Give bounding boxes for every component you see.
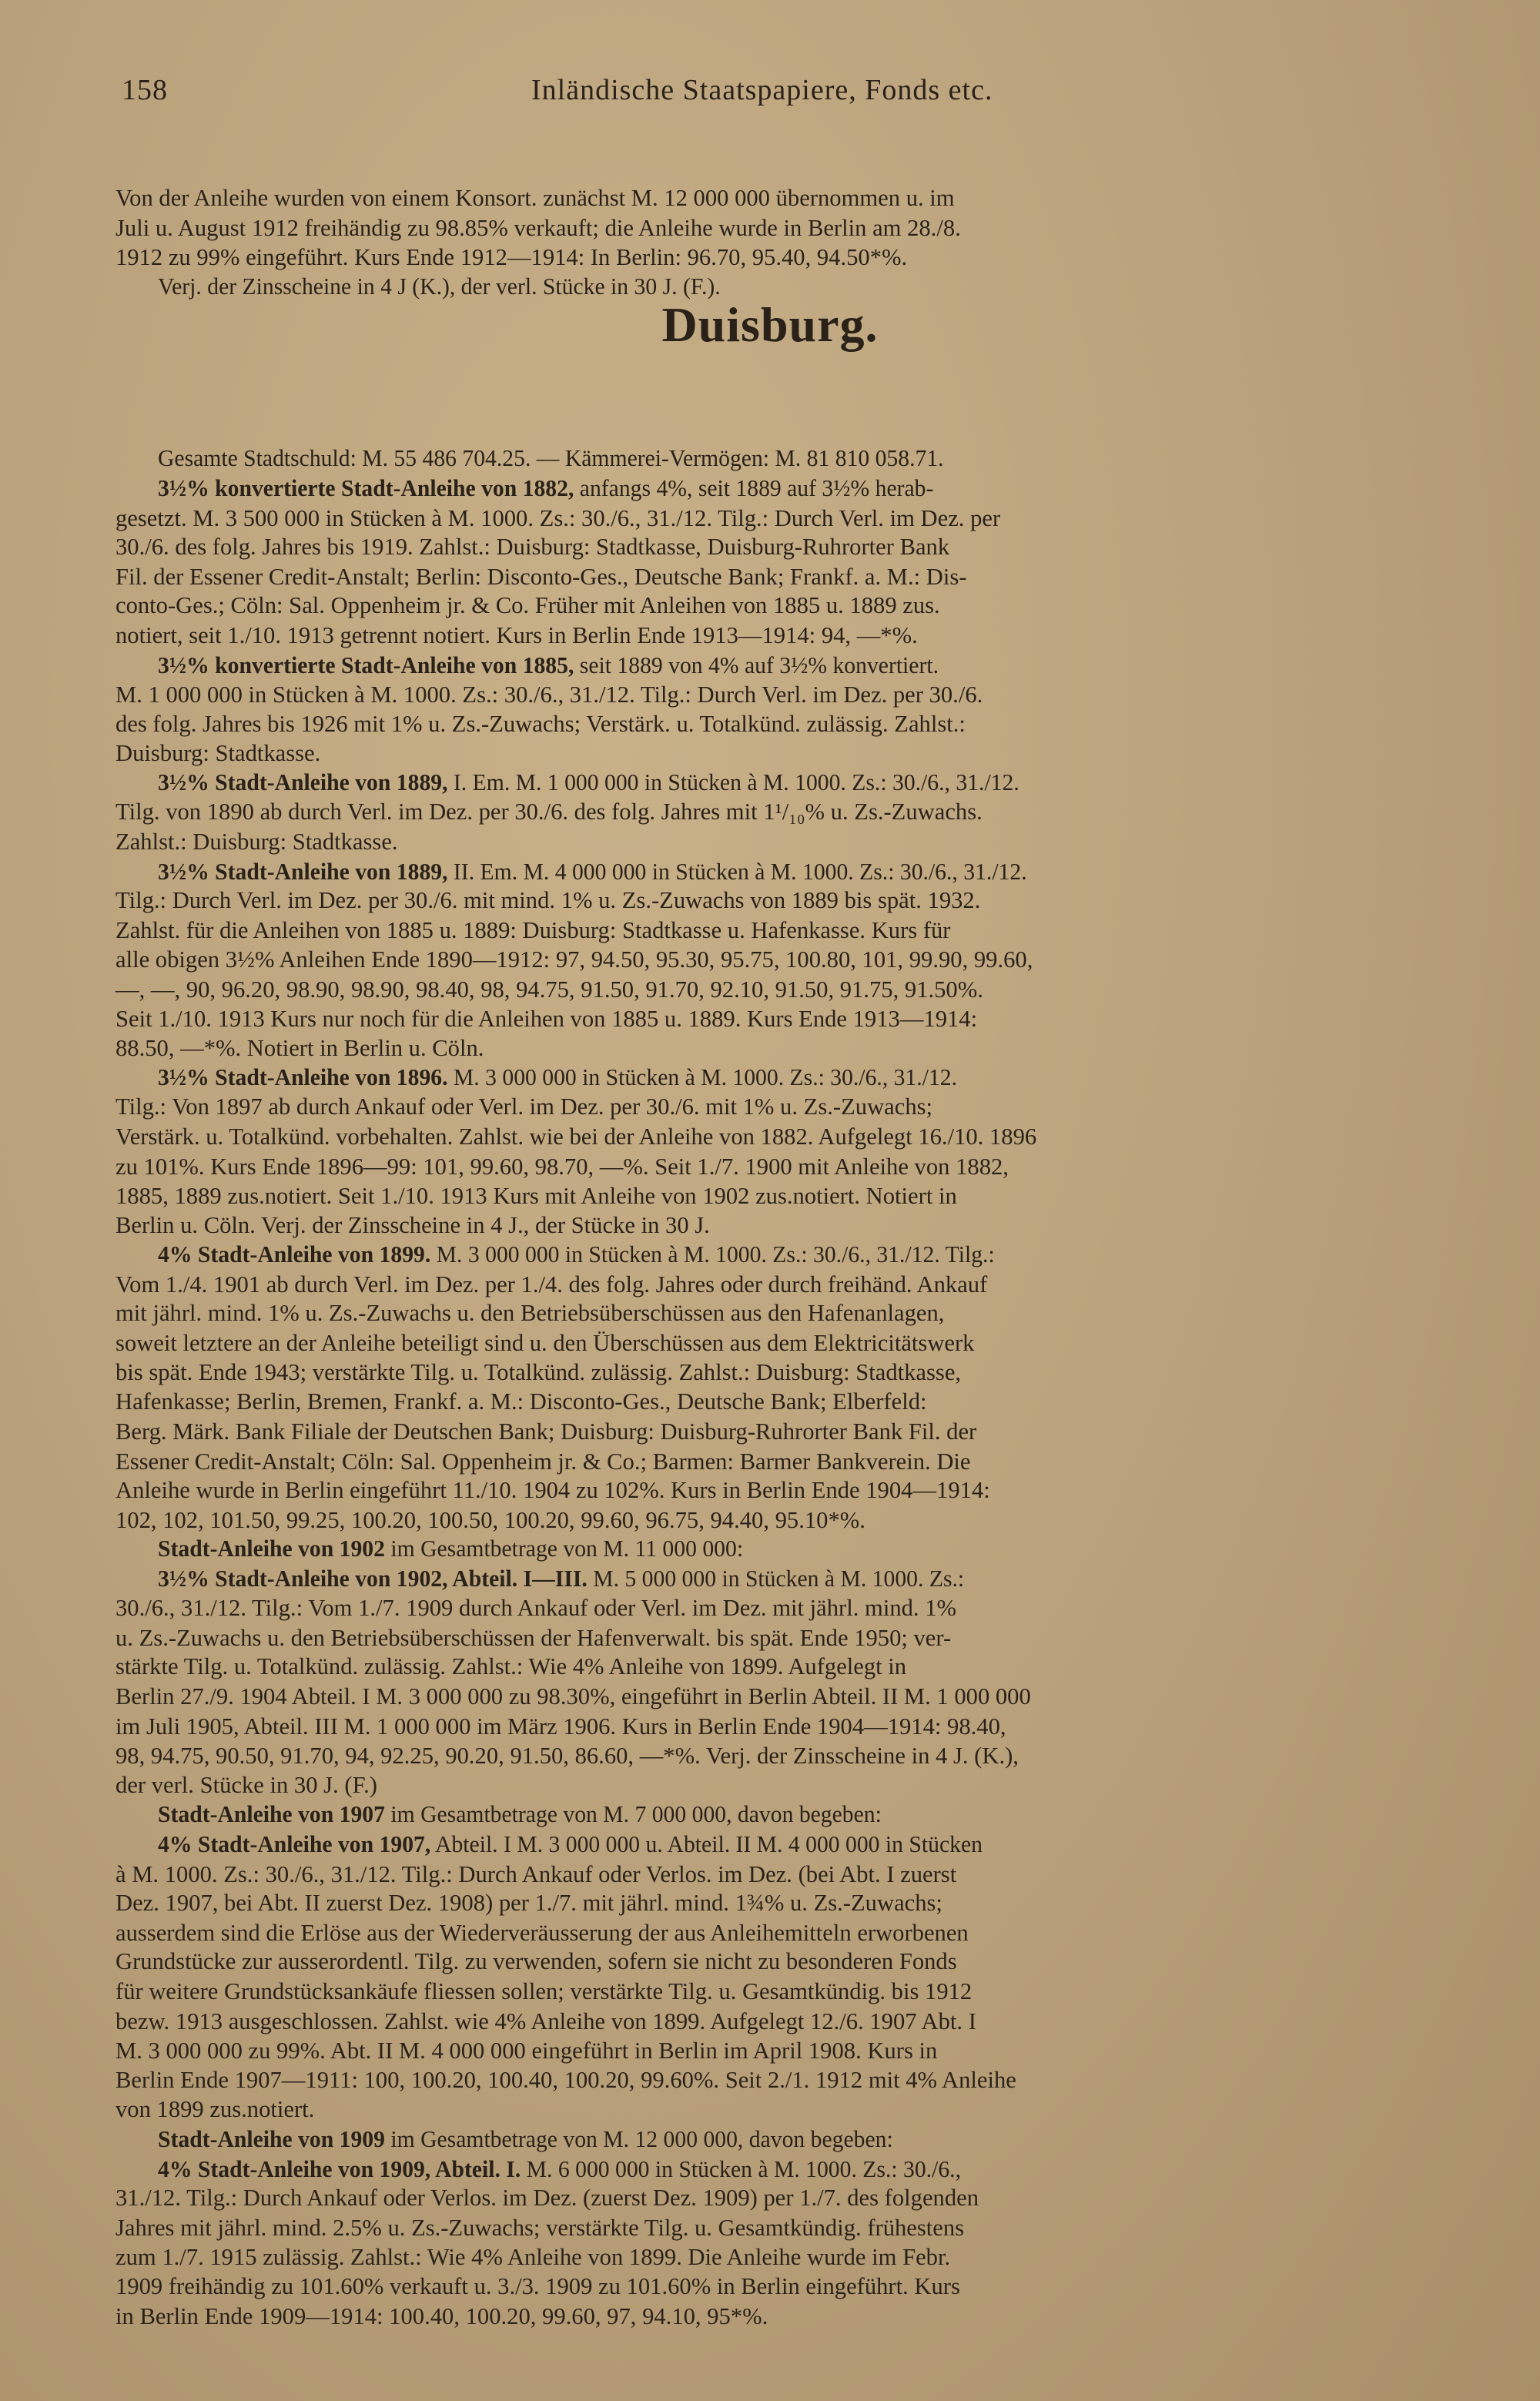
- text-line: [116, 1152, 1502, 1181]
- text-line: [116, 1298, 1502, 1328]
- bold-run: 3½% Stadt-Anleihe von 1902, Abteil. I—III.: [158, 1566, 588, 1592]
- text-run: 30./6. des folg. Jahres bis 1919. Zahlst.: Duisburg: Stadtkasse, Duisburg-Ruhrorter Bank: [116, 534, 950, 560]
- text-line: [116, 504, 1502, 533]
- text-line: [116, 916, 1502, 945]
- text-run: à M. 1000. Zs.: 30./6., 31./12. Tilg.: Durch Ankauf oder Verlos. im Dez. (bei Abt. I zuerst: [116, 1861, 957, 1887]
- text-line: [116, 243, 1502, 272]
- text-run: des folg. Jahres bis 1926 mit 1% u. Zs.-Zuwachs; Verstärk. u. Totalkünd. zulässig. Zahlst.:: [116, 711, 966, 737]
- text-line: [116, 2242, 1502, 2272]
- text-line: [116, 886, 1502, 915]
- text-run: seit 1889 von 4% auf 3½% konvertiert.: [574, 652, 939, 678]
- text-run: bis spät. Ende 1943; verstärkte Tilg. u. Totalkünd. zulässig. Zahlst.: Duisburg: Stadtkasse,: [116, 1359, 962, 1385]
- text-run: M. 5 000 000 in Stücken à M. 1000. Zs.:: [587, 1566, 965, 1592]
- text-line: [116, 827, 1502, 856]
- text-line: [116, 1977, 1502, 2006]
- text-run: Essener Credit-Anstalt; Cöln: Sal. Oppenheim jr. & Co.; Barmen: Barmer Bankverein. Die: [116, 1448, 971, 1475]
- text-run: Gesamte Stadtschuld: M. 55 486 704.25. — Kämmerei-Vermögen: M. 81 810 058.71.: [158, 445, 944, 471]
- text-run: 1885, 1889 zus.notiert. Seit 1./10. 1913 Kurs mit Anleihe von 1902 zus.notiert. Notiert in: [116, 1183, 957, 1209]
- text-run: Von der Anleihe wurden von einem Konsort. zunächst M. 12 000 000 übernommen u. im: [116, 185, 955, 211]
- text-line: [116, 2183, 1502, 2212]
- text-run: u. Zs.-Zuwachs u. den Betriebsüberschüssen der Hafenverwalt. bis spät. Ende 1950; ver-: [116, 1625, 952, 1651]
- text-line: [116, 1004, 1502, 1033]
- running-head: [116, 71, 1502, 109]
- text-run: M. 3 000 000 zu 99%. Abt. II M. 4 000 000 eingeführt in Berlin im April 1908. Kurs in: [116, 2038, 938, 2064]
- bold-run: 4% Stadt-Anleihe von 1909, Abteil. I.: [158, 2156, 521, 2182]
- text-line: [116, 1593, 1502, 1622]
- text-line: [116, 1770, 1502, 1800]
- text-line: [158, 1534, 1502, 1563]
- bold-run: 3½% konvertierte Stadt-Anleihe von 1882,: [158, 475, 574, 501]
- bold-run: Stadt-Anleihe von 1907: [158, 1801, 385, 1827]
- city-heading: Duisburg.: [661, 297, 879, 352]
- text-line: [116, 1505, 1502, 1535]
- text-line: [116, 1358, 1502, 1387]
- text-run: Dez. 1907, bei Abt. II zuerst Dez. 1908) per 1./7. mit jährl. mind. 1¾% u. Zs.-Zuwachs;: [116, 1890, 942, 1916]
- text-line: [116, 2272, 1502, 2301]
- text-line: [116, 1652, 1502, 1681]
- text-run: von 1899 zus.notiert.: [116, 2096, 315, 2122]
- bold-run: 3½% Stadt-Anleihe von 1889,: [158, 859, 448, 885]
- text-run: in Berlin Ende 1909—1914: 100.40, 100.20, 99.60, 97, 94.10, 95*%.: [116, 2303, 768, 2329]
- text-run: Tilg.: Von 1897 ab durch Ankauf oder Verl. im Dez. per 30./6. mit 1% u. Zs.-Zuwachs;: [116, 1093, 933, 1120]
- text-run: Duisburg: Stadtkasse.: [116, 740, 321, 766]
- text-line: [116, 738, 1502, 768]
- text-line: [158, 651, 1502, 680]
- running-title: Inländische Staatspapiere, Fonds etc.: [531, 74, 993, 106]
- text-line: [116, 2065, 1502, 2095]
- bold-run: 3½% Stadt-Anleihe von 1889,: [158, 769, 448, 795]
- text-run: im Gesamtbetrage von M. 11 000 000:: [384, 1535, 744, 1562]
- text-run: Berg. Märk. Bank Filiale der Deutschen Bank; Duisburg: Duisburg-Ruhrorter Bank Fil. der: [116, 1418, 977, 1445]
- text-line: [116, 562, 1502, 591]
- text-line: [158, 2155, 1502, 2184]
- text-line: [116, 2302, 1502, 2331]
- text-run: Seit 1./10. 1913 Kurs nur noch für die Anleihen von 1885 u. 1889. Kurs Ende 1913—1914:: [116, 1006, 978, 1032]
- text-line: [116, 709, 1502, 738]
- text-line: [116, 2007, 1502, 2036]
- bold-run: 3½% konvertierte Stadt-Anleihe von 1885,: [158, 652, 574, 678]
- text-line: [116, 1387, 1502, 1416]
- text-run: II. Em. M. 4 000 000 in Stücken à M. 1000. Zs.: 30./6., 31./12.: [447, 859, 1027, 885]
- text-run: notiert, seit 1./10. 1913 getrennt notiert. Kurs in Berlin Ende 1913—1914: 94, —*%.: [116, 622, 918, 648]
- text-run: für weitere Grundstücksankäufe fliessen sollen; verstärkte Tilg. u. Gesamtkündig. bis 1912: [116, 1978, 973, 2004]
- text-line: [158, 474, 1502, 503]
- text-line: [116, 1682, 1502, 1711]
- text-line: [158, 1240, 1502, 1269]
- text-run: Juli u. August 1912 freihändig zu 98.85% verkauft; die Anleihe wurde in Berlin am 28./8.: [116, 215, 961, 241]
- text-run: 102, 102, 101.50, 99.25, 100.20, 100.50, 100.20, 99.60, 96.75, 94.40, 95.10*%.: [116, 1507, 865, 1533]
- text-run: Zahlst.: Duisburg: Stadtkasse.: [116, 829, 398, 855]
- text-run: Berlin u. Cöln. Verj. der Zinsscheine in 4 J., der Stücke in 30 J.: [116, 1212, 710, 1238]
- text-run: M. 3 000 000 in Stücken à M. 1000. Zs.: 30./6., 31./12.: [447, 1064, 958, 1090]
- text-line: [116, 945, 1502, 974]
- text-run: Verstärk. u. Totalkünd. vorbehalten. Zahlst. wie bei der Anleihe von 1882. Aufgelegt 16./10. 1896: [116, 1123, 1037, 1150]
- text-run: M. 6 000 000 in Stücken à M. 1000. Zs.: 30./6.,: [521, 2156, 961, 2182]
- text-line: [158, 1830, 1502, 1859]
- text-line: [116, 532, 1502, 561]
- text-line: [158, 768, 1502, 797]
- text-line: [116, 1092, 1502, 1121]
- text-run: Grundstücke zur ausserordentl. Tilg. zu verwenden, sofern sie nicht zu besonderen Fonds: [116, 1948, 957, 1974]
- text-line: [116, 1328, 1502, 1358]
- text-line: [116, 1712, 1502, 1741]
- text-line: [116, 1211, 1502, 1240]
- text-run: Anleihe wurde in Berlin eingeführt 11./10. 1904 zu 102%. Kurs in Berlin Ende 1904—1914:: [116, 1477, 990, 1503]
- text-run: zum 1./7. 1915 zulässig. Zahlst.: Wie 4% Anleihe von 1899. Die Anleihe wurde im Febr.: [116, 2244, 951, 2270]
- text-run: im Gesamtbetrage von M. 12 000 000, davon begeben:: [384, 2126, 893, 2152]
- text-run: anfangs 4%, seit 1889 auf 3½% herab-: [574, 475, 934, 501]
- text-run: 31./12. Tilg.: Durch Ankauf oder Verlos. im Dez. (zuerst Dez. 1909) per 1./7. des folgenden: [116, 2185, 979, 2211]
- text-line: [116, 975, 1502, 1004]
- text-run: 98, 94.75, 90.50, 91.70, 94, 92.25, 90.20, 91.50, 86.60, —*%. Verj. der Zinsscheine in 4 J. (K.),: [116, 1743, 1019, 1769]
- text-run: —, —, 90, 96.20, 98.90, 98.90, 98.40, 98, 94.75, 91.50, 91.70, 92.10, 91.50, 91.75, 91.50%.: [116, 976, 983, 1003]
- text-line: [116, 1947, 1502, 1976]
- text-run: im Gesamtbetrage von M. 7 000 000, davon begeben:: [384, 1801, 882, 1827]
- bold-run: Stadt-Anleihe von 1909: [158, 2126, 385, 2152]
- text-line: [116, 1181, 1502, 1211]
- text-line: [116, 797, 1502, 826]
- page-number: 158: [122, 74, 168, 106]
- text-line: [116, 2213, 1502, 2242]
- text-run: Zahlst. für die Anleihen von 1885 u. 1889: Duisburg: Stadtkasse u. Hafenkasse. Kurs für: [116, 917, 951, 943]
- text-run: alle obigen 3½% Anleihen Ende 1890—1912: 97, 94.50, 95.30, 95.75, 100.80, 101, 99.90, 99.60,: [116, 946, 1033, 973]
- text-line: [116, 1860, 1502, 1889]
- bold-run: 4% Stadt-Anleihe von 1907,: [158, 1831, 431, 1857]
- text-run: Tilg.: Durch Verl. im Dez. per 30./6. mit mind. 1% u. Zs.-Zuwachs von 1889 bis spät. 1932.: [116, 887, 981, 913]
- text-line: [116, 1888, 1502, 1917]
- text-line: [116, 1447, 1502, 1476]
- bold-run: 3½% Stadt-Anleihe von 1896.: [158, 1064, 448, 1090]
- text-line: [116, 1417, 1502, 1446]
- text-run: bezw. 1913 ausgeschlossen. Zahlst. wie 4% Anleihe von 1899. Aufgelegt 12./6. 1907 Abt. I: [116, 2008, 976, 2034]
- text-line: [116, 1270, 1502, 1299]
- text-run: zu 101%. Kurs Ende 1896—99: 101, 99.60, 98.70, —%. Seit 1./7. 1900 mit Anleihe von 1882,: [116, 1154, 1009, 1180]
- text-run: ausserdem sind die Erlöse aus der Wiederveräusserung der aus Anleihemitteln erworbenen: [116, 1920, 969, 1946]
- text-run: der verl. Stücke in 30 J. (F.): [116, 1772, 377, 1798]
- text-run: Abteil. I M. 3 000 000 u. Abteil. II M. 4 000 000 in Stücken: [430, 1831, 983, 1857]
- text-line: [116, 1122, 1502, 1151]
- text-line: [158, 2125, 1502, 2154]
- text-line: [158, 1800, 1502, 1829]
- text-line: [158, 1063, 1502, 1092]
- text-run: M. 1 000 000 in Stücken à M. 1000. Zs.: 30./6., 31./12. Tilg.: Durch Verl. im Dez. per 30./6.: [116, 681, 983, 708]
- text-line: [158, 1564, 1502, 1593]
- text-run: Verj. der Zinsscheine in 4 J (K.), der verl. Stücke in 30 J. (F.).: [158, 273, 721, 300]
- text-line: [116, 2036, 1502, 2065]
- text-run: Hafenkasse; Berlin, Bremen, Frankf. a. M.: Disconto-Ges., Deutsche Bank; Elberfeld:: [116, 1388, 927, 1415]
- text-run: mit jährl. mind. 1% u. Zs.-Zuwachs u. den Betriebsüberschüssen aus den Hafenanlagen,: [116, 1300, 945, 1326]
- text-line: [116, 2095, 1502, 2124]
- text-run: 1909 freihändig zu 101.60% verkauft u. 3./3. 1909 zu 101.60% in Berlin eingeführt. Kurs: [116, 2273, 960, 2299]
- text-run: Berlin 27./9. 1904 Abteil. I M. 3 000 000 zu 98.30%, eingeführt in Berlin Abteil. II M. 1 000 000: [116, 1683, 1031, 1709]
- text-run: M. 3 000 000 in Stücken à M. 1000. Zs.: 30./6., 31./12. Tilg.:: [430, 1241, 995, 1267]
- text-line: [116, 680, 1502, 709]
- text-run: Vom 1./4. 1901 ab durch Verl. im Dez. per 1./4. des folg. Jahres oder durch freihänd. Ankauf: [116, 1271, 988, 1298]
- text-line: [158, 272, 1502, 301]
- text-run: I. Em. M. 1 000 000 in Stücken à M. 1000. Zs.: 30./6., 31./12.: [447, 769, 1019, 795]
- text-line: [116, 591, 1502, 620]
- text-run: Fil. der Essener Credit-Anstalt; Berlin: Disconto-Ges., Deutsche Bank; Frankf. a. M.: Dis-: [116, 564, 967, 590]
- text-line: [116, 1918, 1502, 1947]
- text-line: [116, 183, 1502, 213]
- text-run: conto-Ges.; Cöln: Sal. Oppenheim jr. & Co. Früher mit Anleihen von 1885 u. 1889 zus.: [116, 592, 940, 618]
- text-run: soweit letztere an der Anleihe beteiligt sind u. den Überschüssen aus dem Elektricitätswerk: [116, 1330, 975, 1356]
- text-run: Berlin Ende 1907—1911: 100, 100.20, 100.40, 100.20, 99.60%. Seit 2./1. 1912 mit 4% Anleihe: [116, 2067, 1016, 2093]
- text-line: [116, 1623, 1502, 1653]
- text-line: [116, 621, 1502, 650]
- bold-run: 4% Stadt-Anleihe von 1899.: [158, 1241, 431, 1267]
- text-run: 30./6., 31./12. Tilg.: Vom 1./7. 1909 durch Ankauf oder Verl. im Dez. mit jährl. mind. 1%: [116, 1595, 956, 1621]
- bold-run: Stadt-Anleihe von 1902: [158, 1535, 385, 1562]
- text-line: [116, 1741, 1502, 1770]
- text-run: 88.50, —*%. Notiert in Berlin u. Cöln.: [116, 1035, 484, 1061]
- text-line: [158, 444, 1502, 473]
- text-line: [116, 1033, 1502, 1063]
- text-run: Jahres mit jährl. mind. 2.5% u. Zs.-Zuwachs; verstärkte Tilg. u. Gesamtkündig. frühestens: [116, 2215, 965, 2241]
- text-run: 1912 zu 99% eingeführt. Kurs Ende 1912—1914: In Berlin: 96.70, 95.40, 94.50*%.: [116, 244, 908, 270]
- text-run: Tilg. von 1890 ab durch Verl. im Dez. per 30./6. des folg. Jahres mit 1¹/₁₀% u. Zs.-Zuwachs.: [116, 799, 983, 825]
- text-line: [116, 213, 1502, 243]
- text-line: [116, 1475, 1502, 1505]
- text-line: [158, 857, 1502, 886]
- text-run: stärkte Tilg. u. Totalkünd. zulässig. Zahlst.: Wie 4% Anleihe von 1899. Aufgelegt in: [116, 1653, 907, 1679]
- text-run: im Juli 1905, Abteil. III M. 1 000 000 im März 1906. Kurs in Berlin Ende 1904—1914: 98.40,: [116, 1713, 1006, 1740]
- text-run: gesetzt. M. 3 500 000 in Stücken à M. 1000. Zs.: 30./6., 31./12. Tilg.: Durch Verl. im Dez. per: [116, 505, 1001, 531]
